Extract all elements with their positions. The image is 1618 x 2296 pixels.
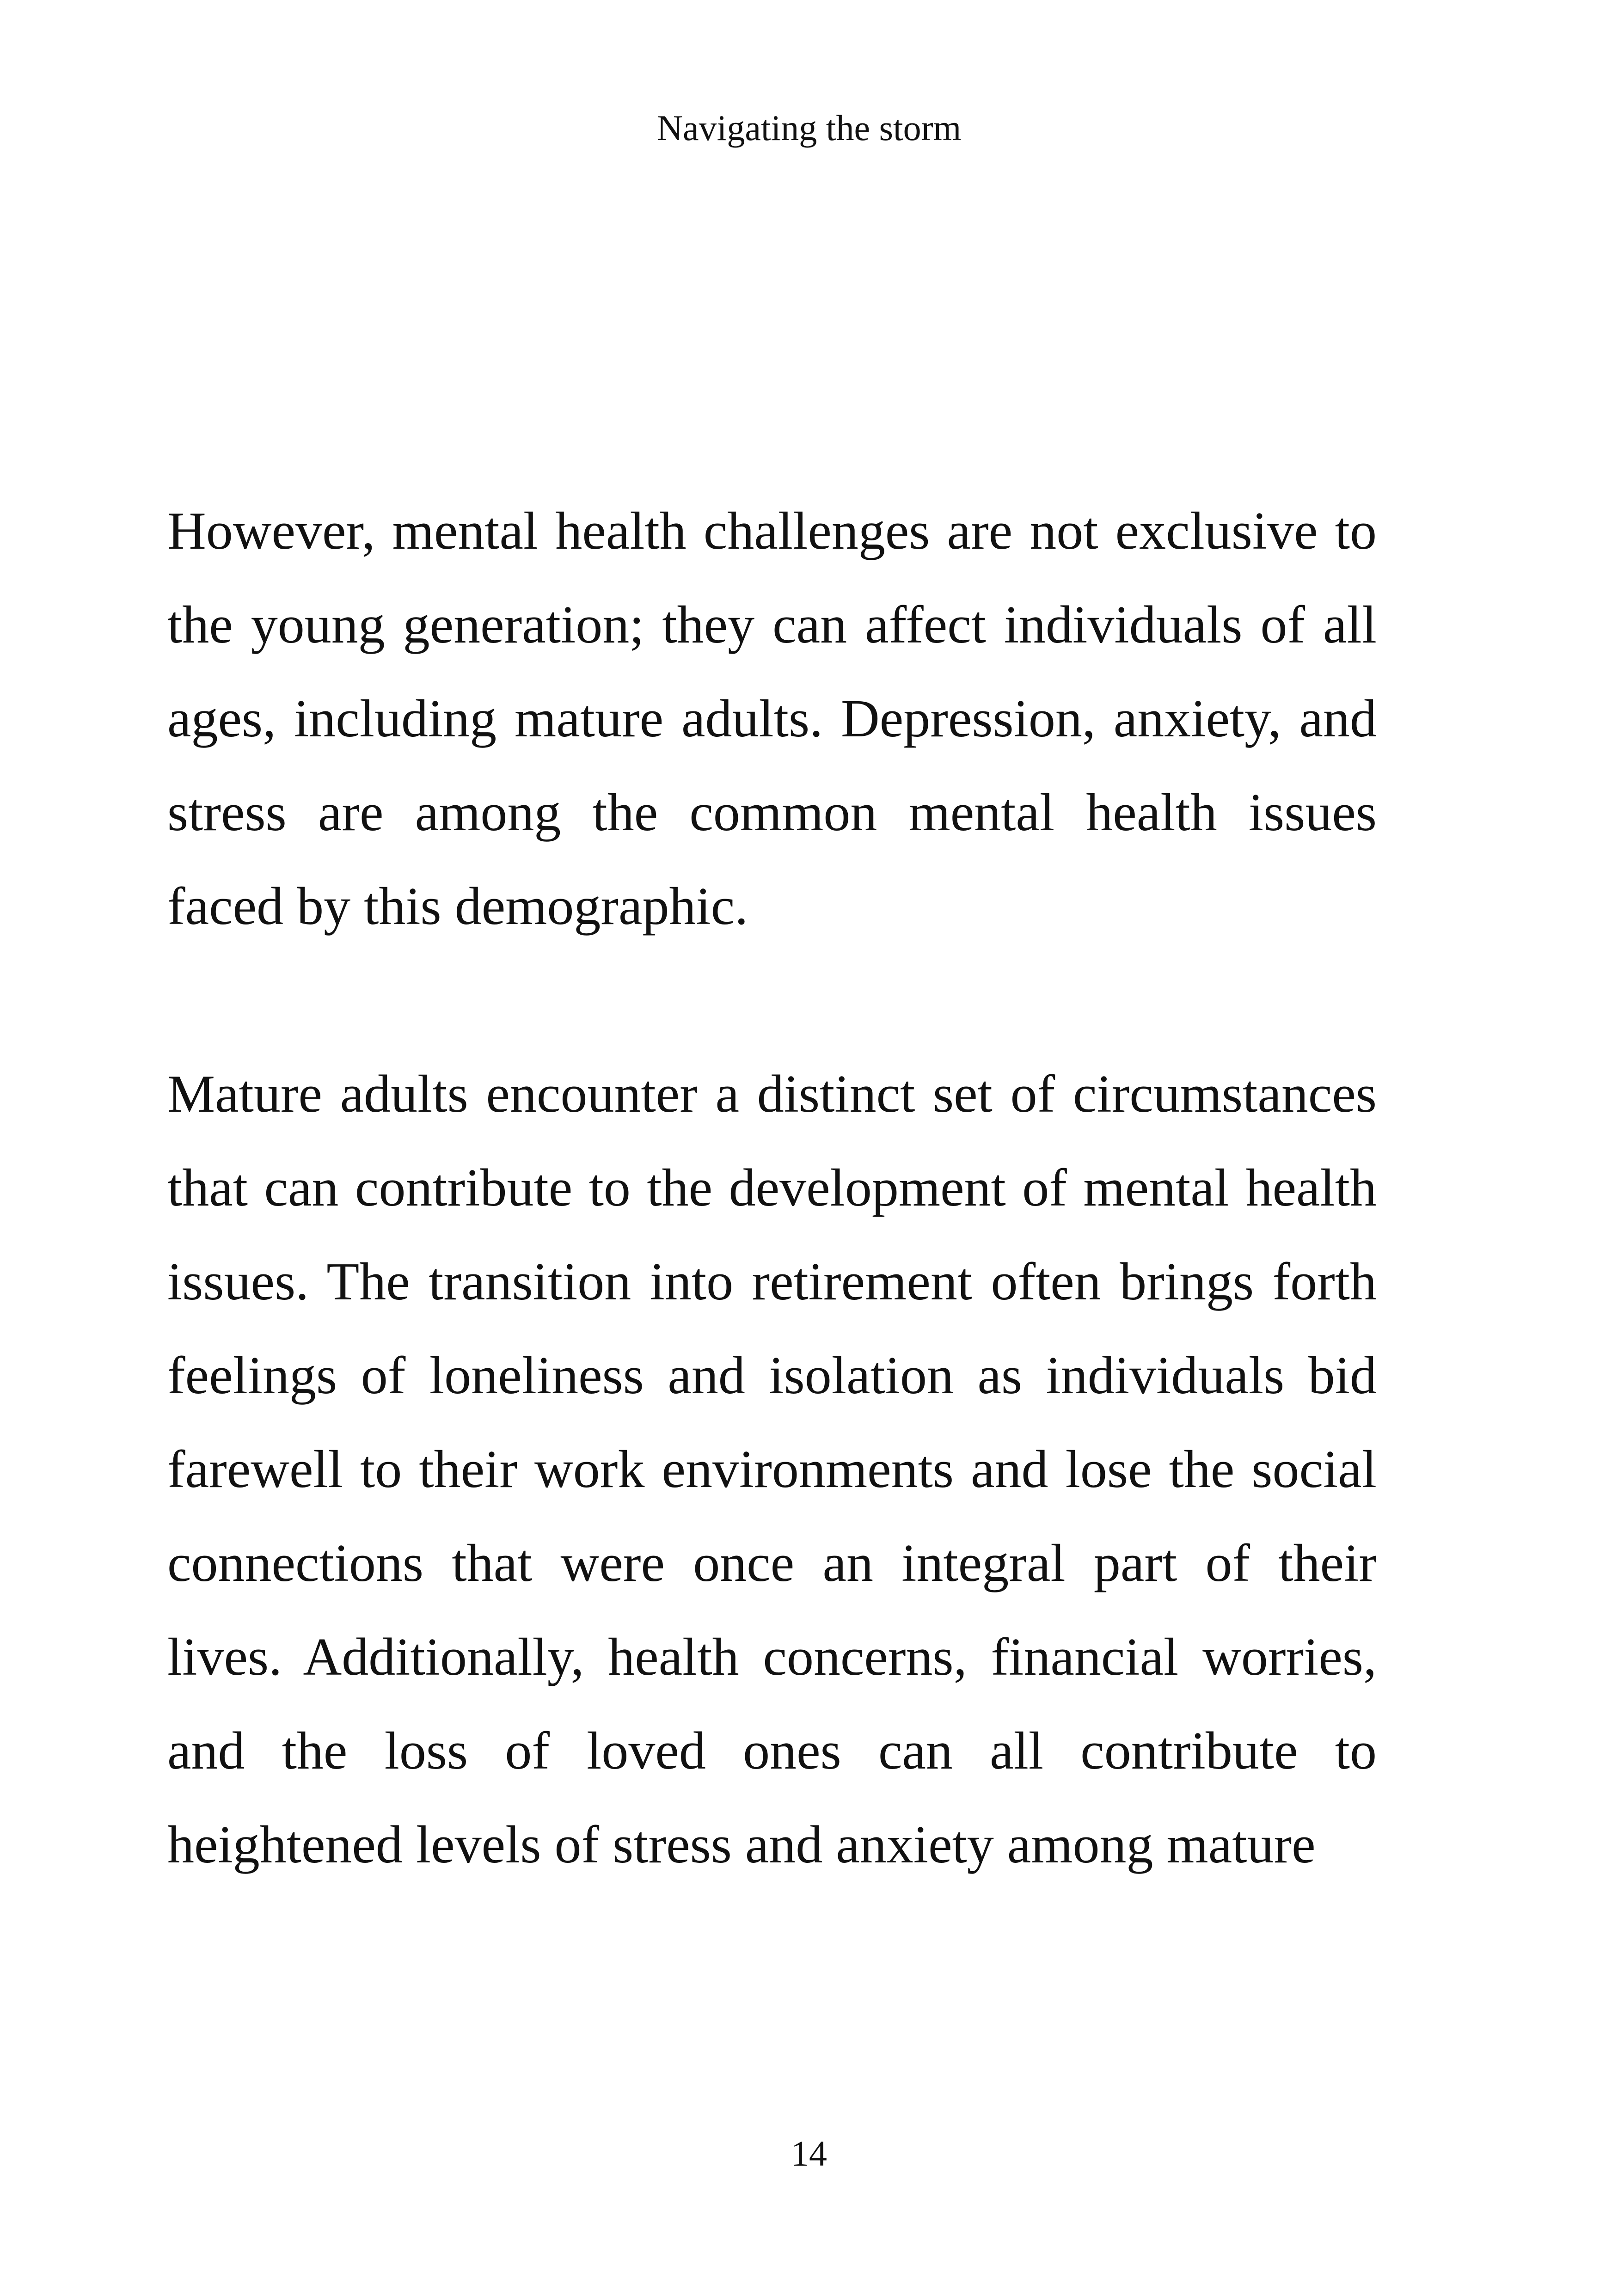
paragraph-mature-adults-circumstances: Mature adults encounter a distinct set of circumstances that can contribute to the development of mental health issues. The transition into retirement often brings forth feelings of loneliness and isolation as individuals bid farewell to their work environments and lose the social connections that were once an integral part of their lives. Additionally, health concerns, financial worries, and the loss of loved ones can all contribute to heightened levels of stress and anxiety among mature (167, 1065, 1377, 1874)
running-header: Navigating the storm (656, 108, 962, 148)
paragraph-mental-health-all-ages: However, mental health challenges are not exclusive to the young generation; they can affect individuals of all ages, including mature adults. Depression, anxiety, and stress are among the common mental health issues faced by this demographic. (167, 502, 1377, 936)
body-text (167, 484, 1377, 1892)
page-number: 14 (791, 2133, 827, 2174)
